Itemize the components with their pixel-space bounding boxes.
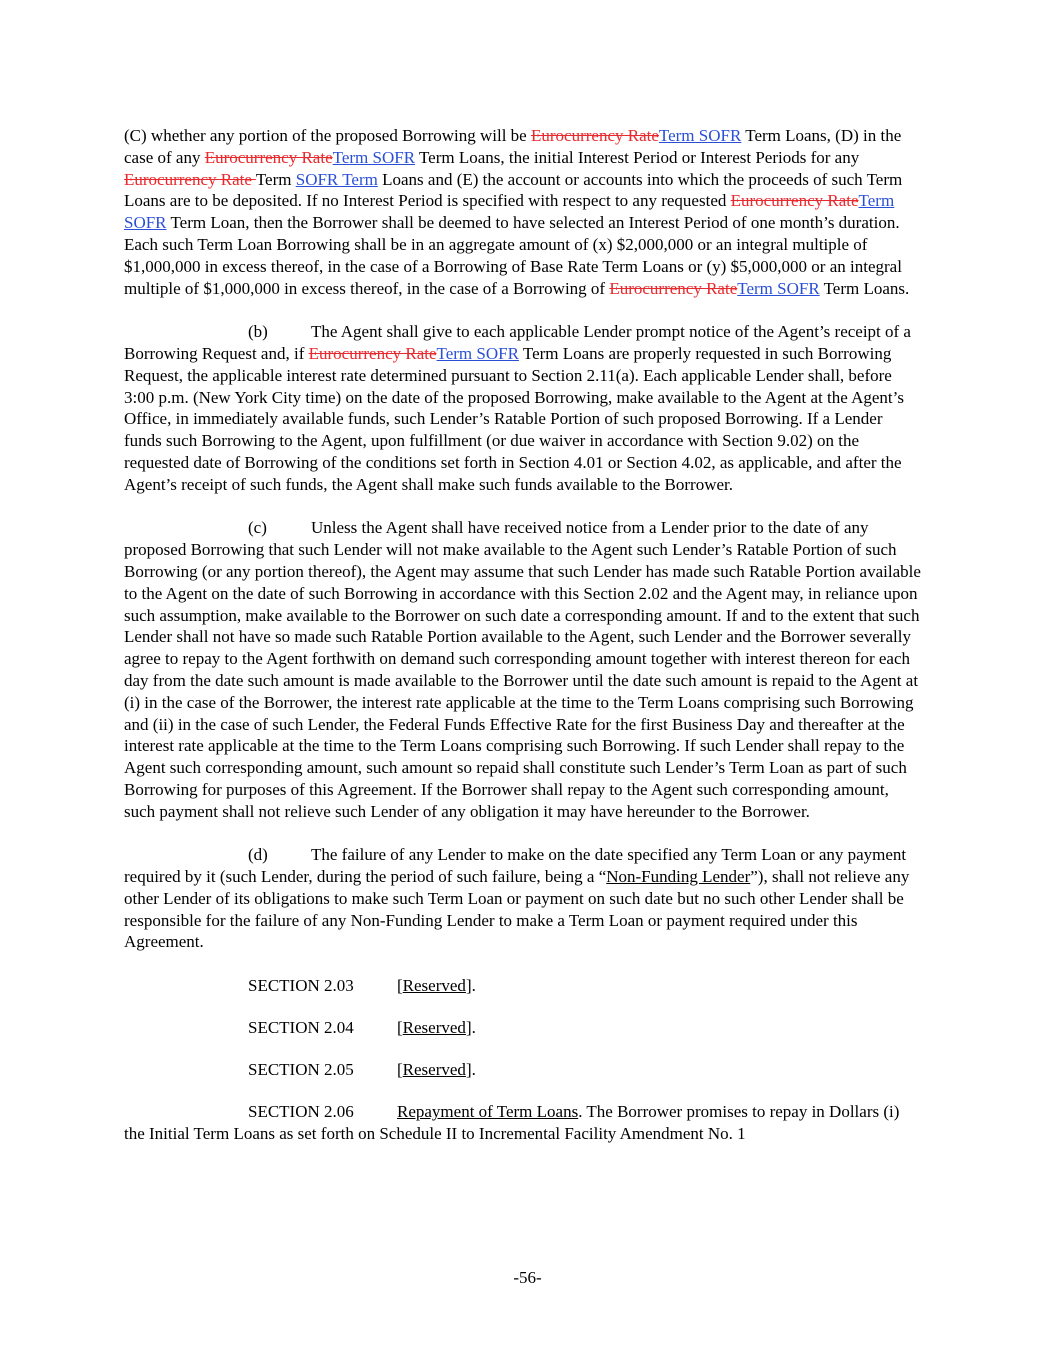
section-title: Reserved <box>402 976 466 996</box>
defined-term: Non-Funding Lender <box>606 867 751 887</box>
section-2-04 <box>124 1017 924 1039</box>
text-run: Term Loans, the initial Interest Period or Interest Periods for any <box>415 147 860 167</box>
section-number: SECTION 2.03 <box>248 976 354 996</box>
bracket: [ <box>397 1060 403 1080</box>
paragraph-d <box>124 844 924 953</box>
paragraph-label: (d) <box>248 845 268 865</box>
section-2-06 <box>124 1101 924 1145</box>
text-run: (C) whether any portion of the proposed Borrowing will be <box>124 126 531 145</box>
section-2-03 <box>124 975 924 997</box>
bracket: ]. <box>465 1060 476 1080</box>
deleted-text: Eurocurrency Rate <box>124 169 256 189</box>
text-run: Term Loan, then the Borrower shall be deemed to have selected an Interest Period of one month’s duration. Each such Term Loan Borrowing shall be in an aggregate amount of (x) $2,000,000 or an integral multiple of $1,000,000 in excess thereof, in the case of a Borrowing of Base Rate Term Loans or (y) $5,000,000 or an integral multiple of $1,000,000 in excess thereof, in the case of a Borrowing of <box>124 213 902 298</box>
inserted-text: Term SOFR <box>658 126 742 145</box>
paragraph-b <box>124 321 924 495</box>
section-2-05 <box>124 1059 924 1081</box>
paragraph-label: (b) <box>248 322 268 342</box>
inserted-text: Term SOFR <box>332 147 416 167</box>
section-number: SECTION 2.05 <box>248 1060 354 1080</box>
paragraph-c <box>124 517 924 822</box>
text-run: Term <box>255 169 296 189</box>
paragraph-label: (c) <box>248 518 267 538</box>
bracket: ]. <box>465 976 476 996</box>
section-number: SECTION 2.06 <box>248 1102 354 1122</box>
text-run: . The Borrower promises to repay in Dollars (i) the Initial Term Loans as set forth on Schedule II to Incremental Facility Amendment No. 1 <box>124 1102 900 1144</box>
section-title: Reserved <box>402 1060 466 1080</box>
text-run: The Agent shall give to each applicable Lender prompt notice of the Agent’s receipt of a Borrowing Request and, if <box>124 322 911 363</box>
text-run: The failure of any Lender to make on the date specified any Term Loan or any payment required by it (such Lender, during the period of such failure, being a “ <box>124 845 907 887</box>
text-run: Loans and (E) the account or accounts into which the proceeds of such Term Loans are to be deposited. If no Interest Period is specified with respect to any requested <box>124 169 903 211</box>
inserted-text: Term SOFR <box>737 278 820 298</box>
deleted-text: Eurocurrency Rate <box>730 191 859 211</box>
text-run: Unless the Agent shall have received notice from a Lender prior to the date of any proposed Borrowing that such Lender will not make available to the Agent such Lender’s Ratable Portion of such Borrowing (or any portion thereof), the Agent may assume that such Lender has made such Ratable Portion available to the Agent on the date of such Borrowing in accordance with this Section 2.02 and the Agent may, in reliance upon such assumption, make available to the Borrower on such date a corresponding amount. If and to the extent that such Lender shall not have so made such Ratable Portion available to the Agent, such Lender and the Borrower severally agree to repay to the Agent forthwith on demand such corresponding amount together with interest thereon for each day from the date such amount is made available to the Borrower until the date such amount is repaid to the Agent at (i) in the case of the Borrower, the interest rate applicable at the time to the Term Loans comprising such Borrowing and (ii) in the case of such Lender, the Federal Funds Effective Rate for the first Business Day and thereafter at the interest rate applicable at the time to the Term Loans comprising such Borrowing. If such Lender shall repay to the Agent such corresponding amount, such amount so repaid shall constitute such Lender’s Term Loan as part of such Borrowing for purposes of this Agreement. If the Borrower shall repay to the Agent such corresponding amount, such payment shall not relieve such Lender of any obligation it may have hereunder to the Borrower. <box>124 518 921 821</box>
deleted-text: Eurocurrency Rate <box>308 343 437 363</box>
text-run: Term Loans are properly requested in such Borrowing Request, the applicable interest rate determined pursuant to Section 2.11(a). Each applicable Lender shall, before 3:00 p.m. (New York City time) on the date of the proposed Borrowing, make available to the Agent at the Agent’s Office, in immediately available funds, such Lender’s Ratable Portion of such proposed Borrowing. If a Lender funds such Borrowing to the Agent, upon fulfillment (or due waiver in accordance with Section 9.02) on the requested date of Borrowing of the conditions set forth in Section 4.01 or Section 4.02, as applicable, and after the Agent’s receipt of such funds, the Agent shall make such funds available to the Borrower. <box>124 343 904 494</box>
page-number: -56- <box>513 1268 542 1287</box>
section-number: SECTION 2.04 <box>248 1018 354 1038</box>
section-title: Repayment of Term Loans <box>397 1102 579 1122</box>
inserted-text: Term SOFR <box>124 191 895 233</box>
deleted-text: Eurocurrency Rate <box>204 147 333 167</box>
section-title: Reserved <box>402 1018 466 1038</box>
text-run: ”), shall not relieve any other Lender of its obligations to make such Term Loan or payment on such date but no such other Lender shall be responsible for the failure of any Non-Funding Lender to make a Term Loan or payment required under this Agreement. <box>124 867 910 952</box>
deleted-text: Eurocurrency Rate <box>609 278 738 298</box>
bracket: [ <box>397 1018 403 1038</box>
deleted-text: Eurocurrency Rate <box>530 126 659 145</box>
inserted-text: Term SOFR <box>436 343 519 363</box>
bracket: [ <box>397 976 403 996</box>
bracket: ]. <box>465 1018 476 1038</box>
text-run: Term Loans. <box>819 278 910 298</box>
text-run: Term Loans, (D) in the case of any <box>124 126 902 167</box>
inserted-text: SOFR Term <box>295 169 378 189</box>
paragraph-a-continuation <box>124 125 924 299</box>
document-body <box>124 125 924 1167</box>
